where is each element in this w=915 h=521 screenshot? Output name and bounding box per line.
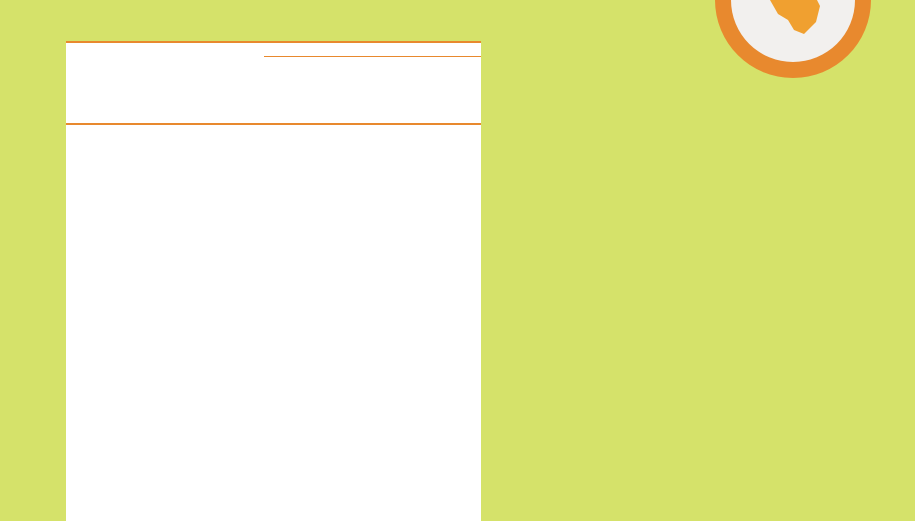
header-divider	[264, 56, 481, 57]
unemployment-table	[66, 41, 481, 521]
marche-region-badge-icon	[708, 0, 878, 90]
table-header	[66, 41, 481, 125]
